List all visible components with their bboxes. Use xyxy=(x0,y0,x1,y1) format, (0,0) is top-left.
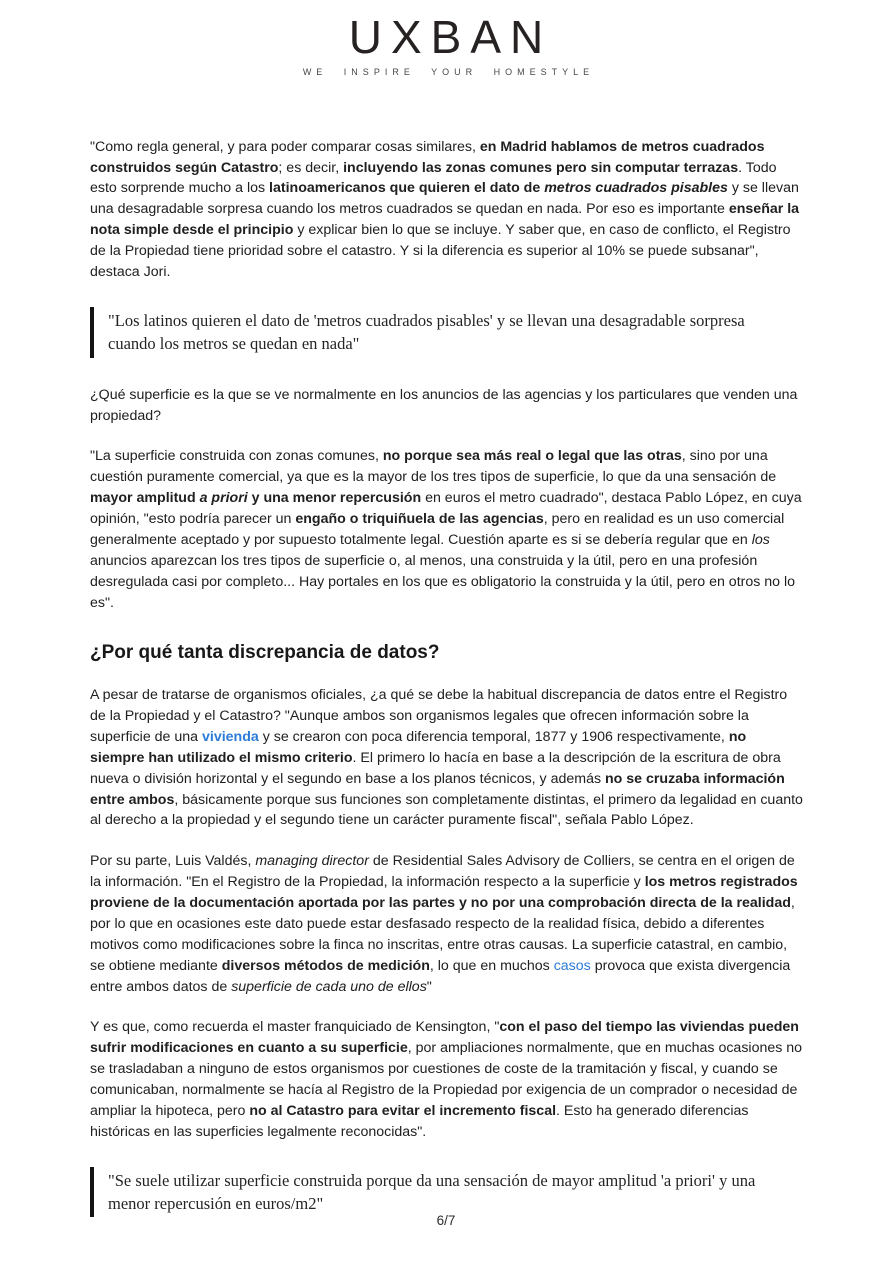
text-run: "Como regla general, y para poder comparar cosas similares, xyxy=(90,138,480,155)
text-run: "La superficie construida con zonas comunes, xyxy=(90,448,383,465)
text-run: y se llevan una desagradable sorpresa cuando los metros cuadrados se quedan en nada. Por eso es importante xyxy=(90,180,799,218)
text-run: managing director xyxy=(255,853,369,870)
text-run: A pesar de tratarse de organismos oficiales, ¿a qué se debe la habitual discrepancia de datos entre el Registro de la Propiedad y el Catastro? "Aunque ambos son organismos legales que ofrecen información sobre la superficie de una xyxy=(90,687,788,745)
text-run: con el paso del tiempo las viviendas pueden sufrir modificaciones en cuanto a su superficie xyxy=(90,1019,799,1057)
text-run: engaño o triquiñuela de las agencias xyxy=(295,511,544,528)
section-heading xyxy=(90,641,804,665)
text-run: anuncios aparezcan los tres tipos de superficie o, al menos, una construida y la útil, pero en una profesión desregulada casi por completo... Hay portales en los que es obligatorio la construida y la útil, pero en otros no lo es". xyxy=(90,552,796,611)
paragraph xyxy=(90,851,804,997)
text-run: Y es que, como recuerda el master franquiciado de Kensington, " xyxy=(90,1019,500,1036)
text-run: latinoamericanos que quieren el dato de xyxy=(269,180,545,197)
paragraph xyxy=(90,137,804,283)
text-run: , básicamente porque sus funciones son completamente distintas, el primero da legalidad en cuanto al derecho a la propiedad y el segundo tiene un carácter puramente fiscal", señala Pablo López. xyxy=(90,791,803,829)
text-run: a priori xyxy=(199,490,248,507)
text-run: superficie de cada uno de ellos xyxy=(231,978,427,995)
text-run: ¿Qué superficie es la que se ve normalmente en los anuncios de las agencias y los particulares que venden una propiedad? xyxy=(90,386,798,424)
text-run: metros cuadrados pisables xyxy=(544,180,728,197)
text-run: enseñar la nota simple desde el principio xyxy=(90,201,800,239)
text-run: no se cruzaba información entre ambos xyxy=(90,770,785,808)
text-run: , sino por una cuestión puramente comercial, ya que es la mayor de los tres tipos de superficie, lo que da una sensación de xyxy=(90,448,777,486)
brand-logo xyxy=(0,0,892,77)
text-run: y se crearon con poca diferencia temporal, 1877 y 1906 respectivamente, xyxy=(258,728,729,745)
text-run: y una menor repercusión xyxy=(247,490,422,507)
text-run: diversos métodos de medición xyxy=(221,957,430,974)
text-run: . Todo esto sorprende mucho a los xyxy=(90,159,777,197)
page-number: 6/7 xyxy=(436,1213,456,1228)
text-run: "Los latinos quieren el dato de 'metros cuadrados pisables' y se llevan una desagradable sorpresa cuando los metros se quedan en nada" xyxy=(108,310,745,354)
text-run: los metros registrados proviene de la documentación aportada por las partes y no por una comprobación directa de la realidad xyxy=(90,874,798,912)
paragraph xyxy=(90,385,804,427)
text-run: . El primero lo hacía en base a la descripción de la escritura de obra nueva o división horizontal y el segundo en base a los planos técnicos, y además xyxy=(90,749,781,787)
paragraph xyxy=(90,446,804,613)
brand-name: UXBAN xyxy=(348,11,553,63)
text-run: los xyxy=(751,531,770,548)
text-run: , lo que en muchos xyxy=(429,957,554,974)
text-run: ¿Por qué tanta discrepancia de datos? xyxy=(90,642,440,664)
article-body xyxy=(0,77,892,1218)
paragraph xyxy=(90,685,804,831)
pull-quote xyxy=(90,1167,804,1218)
text-run: de Residential Sales Advisory de Colliers, se centra en el origen de la información. "En el Registro de la Propiedad, la información respecto a la superficie y xyxy=(90,853,795,891)
text-run: no porque sea más real o legal que las otras xyxy=(382,448,682,465)
text-run: y explicar bien lo que se incluye. Y saber que, en caso de conflicto, el Registro de la Propiedad tiene prioridad sobre el catastro. Y si la diferencia es superior al 10% se puede subsanar", destaca Jori. xyxy=(90,222,791,280)
inline-link[interactable]: casos xyxy=(553,957,591,974)
text-run: incluyendo las zonas comunes pero sin computar terrazas xyxy=(343,159,739,176)
text-run: no siempre han utilizado el mismo criterio xyxy=(90,728,747,766)
brand-tagline: WE INSPIRE YOUR HOMESTYLE xyxy=(302,66,595,77)
text-run: "Se suele utilizar superficie construida porque da una sensación de mayor amplitud 'a priori' y una menor repercusión en euros/m2" xyxy=(108,1170,756,1214)
text-run: mayor amplitud xyxy=(90,490,200,507)
pull-quote xyxy=(90,307,804,358)
inline-link[interactable]: vivienda xyxy=(202,728,259,745)
text-run: . Esto ha generado diferencias históricas en las superficies legalmente reconocidas". xyxy=(90,1102,749,1140)
text-run: en euros el metro cuadrado", destaca Pablo López, en cuya opinión, "esto podría parecer un xyxy=(90,490,802,528)
text-run: Por su parte, Luis Valdés, xyxy=(90,853,256,870)
text-run: no al Catastro para evitar el incremento fiscal xyxy=(249,1102,557,1119)
text-run: ; es decir, xyxy=(278,159,344,176)
text-run: " xyxy=(426,978,432,995)
paragraph xyxy=(90,1017,804,1142)
text-run: en Madrid hablamos de metros cuadrados construidos según Catastro xyxy=(90,138,765,176)
text-run: provoca que exista divergencia entre ambos datos de xyxy=(90,957,791,995)
text-run: , por lo que en ocasiones este dato puede estar desfasado respecto de la realidad física, debido a diferentes motivos como modificaciones sobre la finca no inscritas, entre otras causas. La superficie catastral, en cambio, se obtiene mediante xyxy=(90,895,795,974)
text-run: , por ampliaciones normalmente, que en muchas ocasiones no se trasladaban a ninguno de estos organismos por cuestiones de coste de la tramitación y fiscal, y cuando se comunicaban, normalmente se hacía al Registro de la Propiedad por exigencia de un comprador o necesidad de ampliar la hipoteca, pero xyxy=(90,1040,803,1119)
text-run: , pero en realidad es un uso comercial generalmente aceptado y por supuesto totalmente legal. Cuestión aparte es si se debería regular que en xyxy=(90,511,785,548)
